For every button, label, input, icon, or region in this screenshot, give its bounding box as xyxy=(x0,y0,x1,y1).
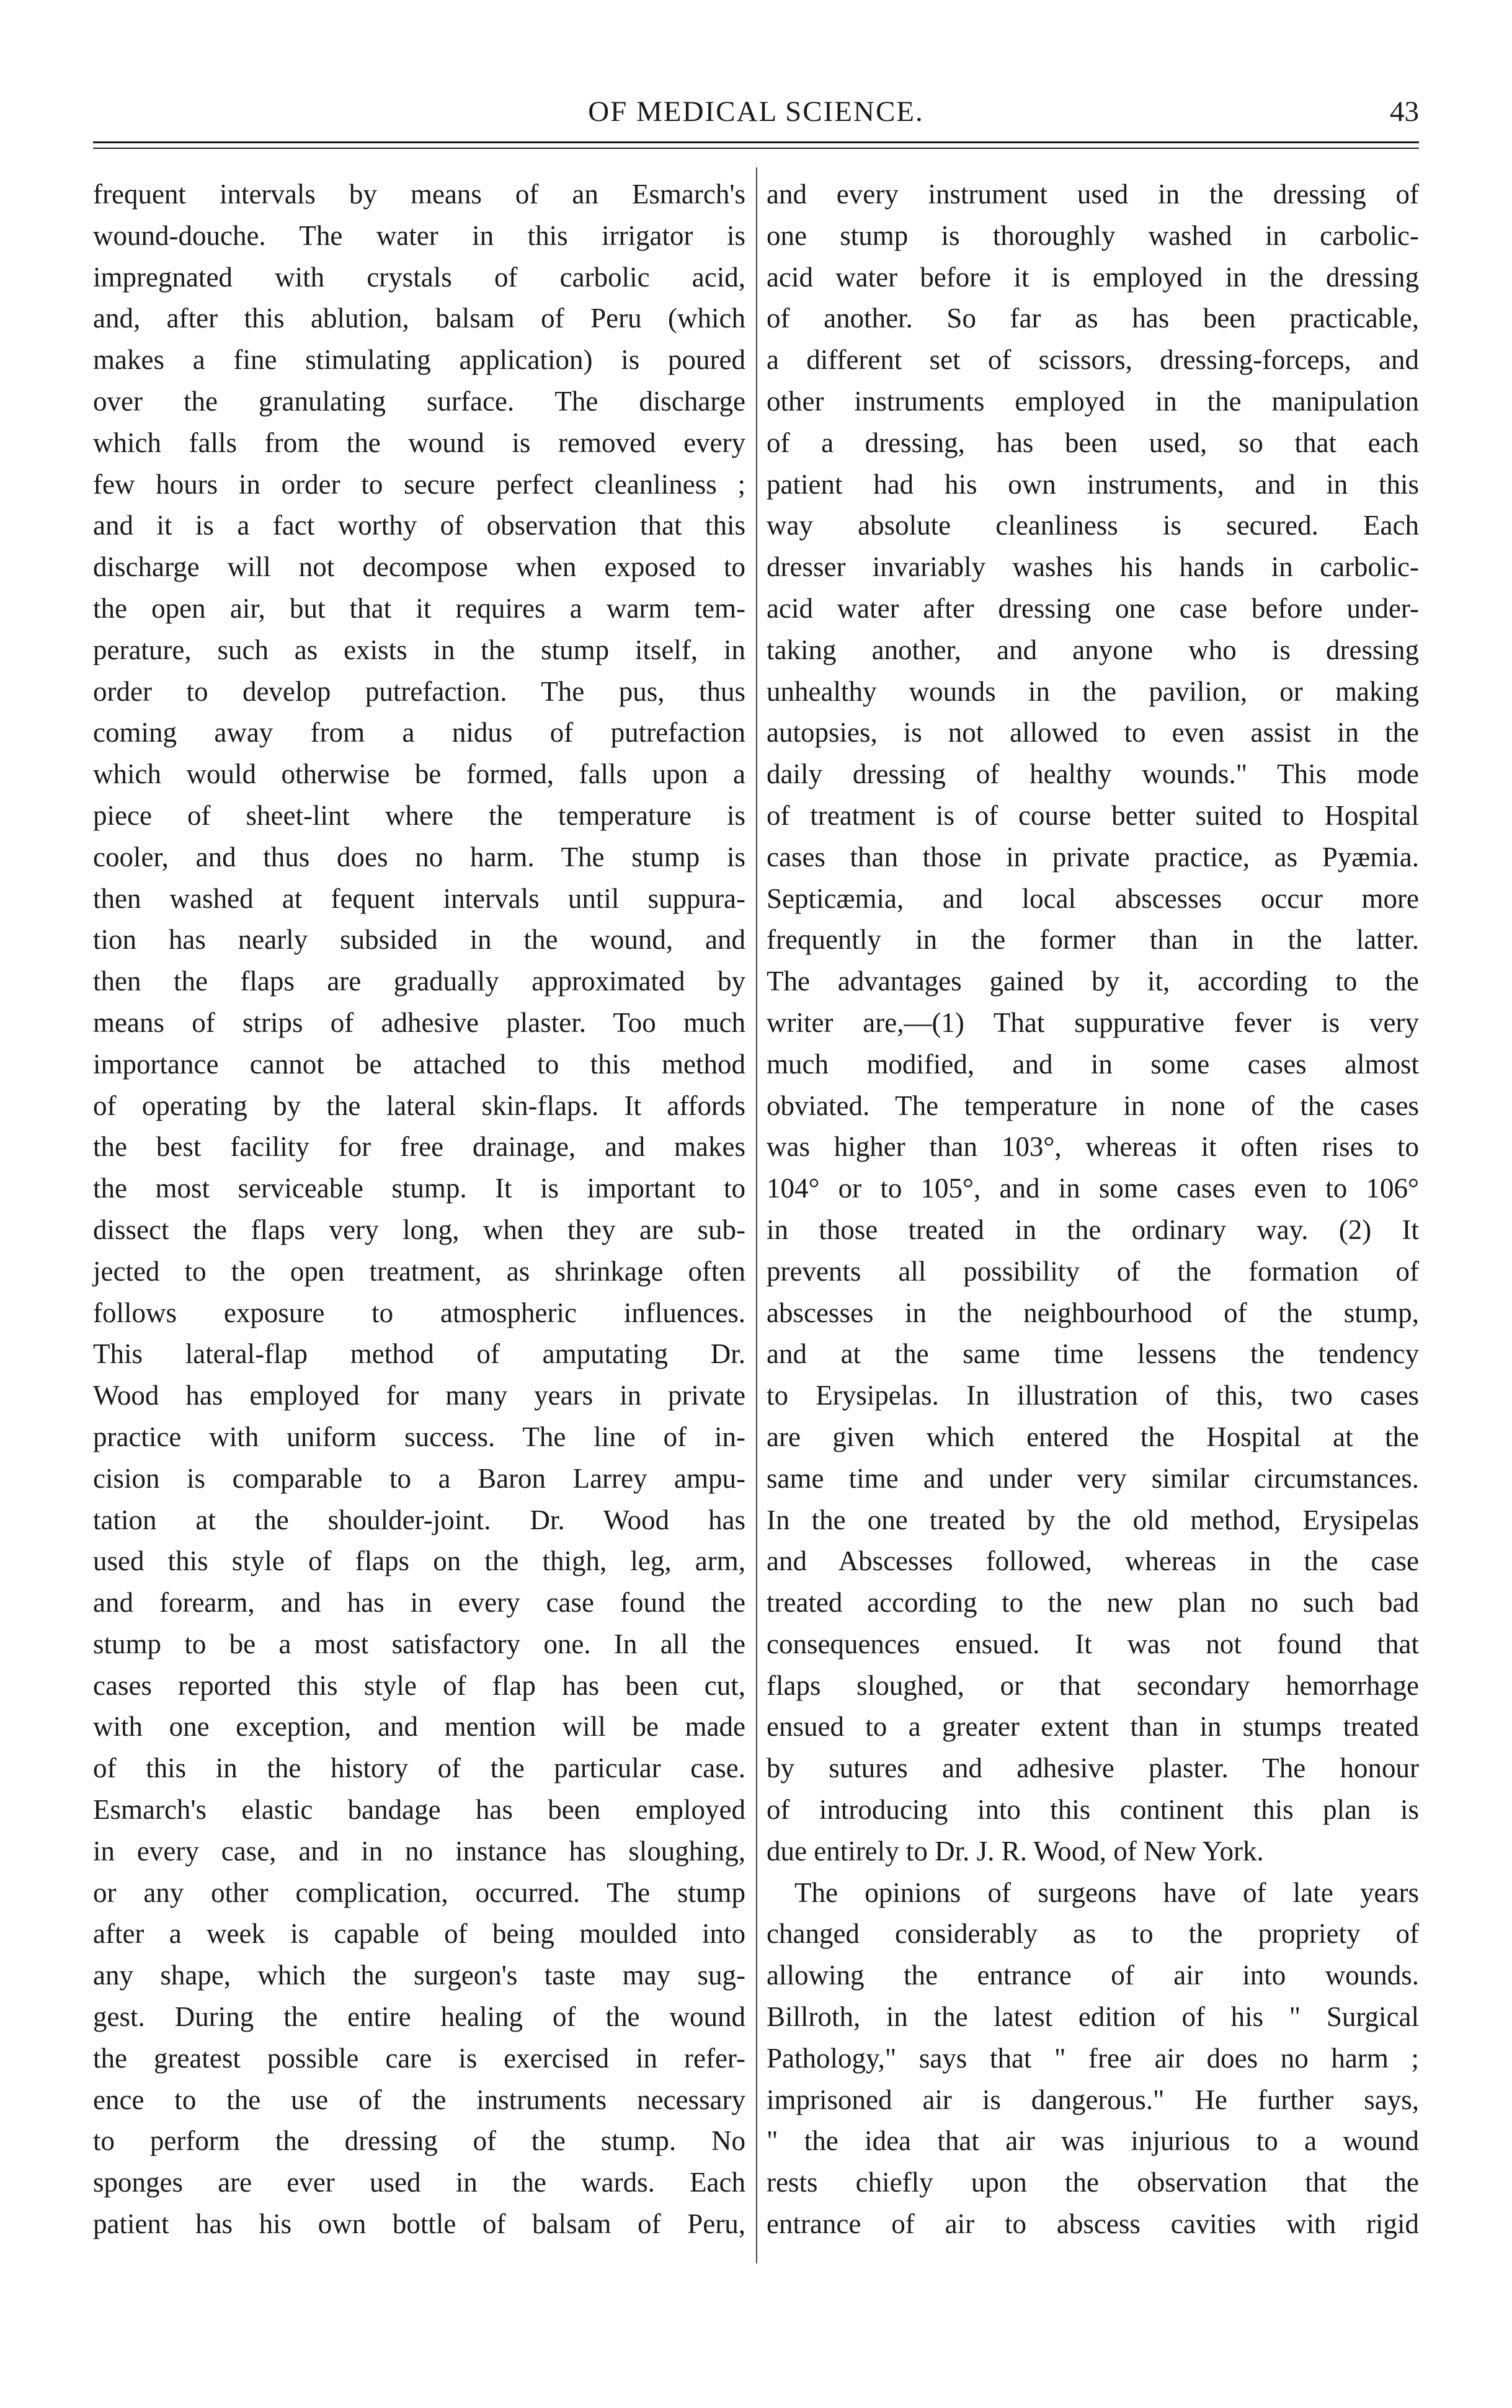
text-line: consequences ensued. It was not found that xyxy=(767,1628,1419,1659)
text-line: Esmarch's elastic bandage has been employed xyxy=(93,1794,745,1826)
text-line: over the granulating surface. The discharge xyxy=(93,385,745,417)
text-line: treated according to the new plan no such bad xyxy=(767,1587,1419,1619)
text-line: makes a fine stimulating application) is poured xyxy=(93,344,745,376)
text-line: due entirely to Dr. J. R. Wood, of New York. xyxy=(767,1835,1264,1867)
text-line: acid water after dressing one case before under- xyxy=(767,592,1419,624)
text-line: practice with uniform success. The line of in- xyxy=(93,1421,745,1452)
running-head xyxy=(93,87,1419,136)
text-line: 104° or to 105°, and in some cases even to 106° xyxy=(767,1173,1419,1204)
left-paragraph xyxy=(93,174,745,2245)
text-line: obviated. The temperature in none of the cases xyxy=(767,1090,1419,1121)
page-number: 43 xyxy=(1390,96,1419,128)
text-line: was higher than 103°, whereas it often rises to xyxy=(767,1131,1419,1163)
text-line: and every instrument used in the dressing of xyxy=(767,179,1419,210)
text-line: of another. So far as has been practicable, xyxy=(767,303,1419,334)
text-line: and forearm, and has in every case found the xyxy=(93,1587,745,1619)
text-line: in those treated in the ordinary way. (2) It xyxy=(767,1214,1419,1245)
text-line: perature, such as exists in the stump itself, in xyxy=(93,634,745,665)
text-line: acid water before it is employed in the dressing xyxy=(767,261,1419,293)
running-title: OF MEDICAL SCIENCE. xyxy=(588,96,924,128)
header-rule-thick xyxy=(93,141,1419,143)
text-line: coming away from a nidus of putrefaction xyxy=(93,717,745,749)
text-line: and at the same time lessens the tendency xyxy=(767,1338,1419,1370)
text-line: of treatment is of course better suited to Hospital xyxy=(767,799,1419,831)
text-line: gest. During the entire healing of the wound xyxy=(93,2001,745,2033)
text-line: dresser invariably washes his hands in carbolic- xyxy=(767,551,1419,583)
right-paragraph-1 xyxy=(767,174,1419,1872)
text-line: used this style of flaps on the thigh, leg, arm, xyxy=(93,1545,745,1577)
header-rule-thin xyxy=(93,148,1419,149)
text-line: tion has nearly subsided in the wound, and xyxy=(93,924,745,956)
text-line: The advantages gained by it, according to the xyxy=(767,966,1419,997)
text-line: in every case, and in no instance has sloughing, xyxy=(93,1835,745,1867)
text-line: entrance of air to abscess cavities with rigid xyxy=(767,2208,1419,2240)
text-line: cases reported this style of flap has been cut, xyxy=(93,1669,745,1701)
text-line: follows exposure to atmospheric influences. xyxy=(93,1297,745,1328)
text-line: This lateral-flap method of amputating Dr. xyxy=(93,1338,745,1370)
text-line: importance cannot be attached to this method xyxy=(93,1048,745,1080)
text-line: autopsies, is not allowed to even assist in the xyxy=(767,717,1419,749)
left-column xyxy=(93,174,745,2245)
text-line: which falls from the wound is removed every xyxy=(93,427,745,458)
column-divider xyxy=(756,167,757,2264)
text-line: tation at the shoulder-joint. Dr. Wood has xyxy=(93,1504,745,1535)
text-line: cision is comparable to a Baron Larrey ampu- xyxy=(93,1462,745,1494)
text-line: stump to be a most satisfactory one. In all the xyxy=(93,1628,745,1659)
text-line: much modified, and in some cases almost xyxy=(767,1048,1419,1080)
text-line: patient had his own instruments, and in this xyxy=(767,468,1419,500)
text-line: The opinions of surgeons have of late years xyxy=(794,1877,1419,1908)
text-line: prevents all possibility of the formation of xyxy=(767,1255,1419,1287)
text-line: few hours in order to secure perfect cleanliness ; xyxy=(93,468,745,500)
text-line: sponges are ever used in the wards. Each xyxy=(93,2167,745,2198)
text-line: Billroth, in the latest edition of his " Surgical xyxy=(767,2001,1419,2033)
text-line: cases than those in private practice, as Pyæmia. xyxy=(767,841,1419,873)
text-line: and, after this ablution, balsam of Peru (which xyxy=(93,303,745,334)
text-line: are given which entered the Hospital at the xyxy=(767,1421,1419,1452)
text-line: dissect the flaps very long, when they are sub- xyxy=(93,1214,745,1245)
text-line: way absolute cleanliness is secured. Each xyxy=(767,510,1419,541)
text-line: after a week is capable of being moulded into xyxy=(93,1918,745,1950)
text-line: writer are,—(1) That suppurative fever is very xyxy=(767,1006,1419,1038)
text-line: same time and under very similar circumstances. xyxy=(767,1462,1419,1494)
text-line: by sutures and adhesive plaster. The honour xyxy=(767,1753,1419,1784)
text-line: changed considerably as to the propriety of xyxy=(767,1918,1419,1950)
text-line: In the one treated by the old method, Erysipelas xyxy=(767,1504,1419,1535)
text-line: Pathology," says that " free air does no harm ; xyxy=(767,2042,1419,2074)
text-line: and it is a fact worthy of observation that this xyxy=(93,510,745,541)
text-line: any shape, which the surgeon's taste may sug- xyxy=(93,1960,745,1991)
text-line: rests chiefly upon the observation that the xyxy=(767,2167,1419,2198)
text-line: frequent intervals by means of an Esmarch's xyxy=(93,179,745,210)
text-line: means of strips of adhesive plaster. Too much xyxy=(93,1006,745,1038)
text-line: Septicæmia, and local abscesses occur more xyxy=(767,882,1419,914)
text-line: daily dressing of healthy wounds." This mode xyxy=(767,758,1419,790)
text-line: to perform the dressing of the stump. No xyxy=(93,2125,745,2157)
text-line: one stump is thoroughly washed in carbolic- xyxy=(767,220,1419,251)
text-line: then the flaps are gradually approximated by xyxy=(93,966,745,997)
right-paragraph-2 xyxy=(767,1872,1419,2245)
text-line: to Erysipelas. In illustration of this, two cases xyxy=(767,1380,1419,1411)
text-line: of a dressing, has been used, so that each xyxy=(767,427,1419,458)
text-line: discharge will not decompose when exposed to xyxy=(93,551,745,583)
text-line: then washed at fequent intervals until suppura- xyxy=(93,882,745,914)
text-line: Wood has employed for many years in private xyxy=(93,1380,745,1411)
text-line: the open air, but that it requires a warm tem- xyxy=(93,592,745,624)
text-line: piece of sheet-lint where the temperature is xyxy=(93,799,745,831)
text-line: cooler, and thus does no harm. The stump is xyxy=(93,841,745,873)
text-line: allowing the entrance of air into wounds. xyxy=(767,1960,1419,1991)
text-line: " the idea that air was injurious to a wound xyxy=(767,2125,1419,2157)
text-line: order to develop putrefaction. The pus, thus xyxy=(93,675,745,707)
text-line: a different set of scissors, dressing-forceps, and xyxy=(767,344,1419,376)
text-line: ensued to a greater extent than in stumps treated xyxy=(767,1711,1419,1743)
text-line: frequently in the former than in the latter. xyxy=(767,924,1419,956)
text-line: wound-douche. The water in this irrigator is xyxy=(93,220,745,251)
text-line: of operating by the lateral skin-flaps. It affords xyxy=(93,1090,745,1121)
text-line: other instruments employed in the manipulation xyxy=(767,385,1419,417)
text-line: of introducing into this continent this plan is xyxy=(767,1794,1419,1826)
text-line: imprisoned air is dangerous." He further says, xyxy=(767,2084,1419,2115)
text-line: taking another, and anyone who is dressing xyxy=(767,634,1419,665)
text-line: impregnated with crystals of carbolic acid, xyxy=(93,261,745,293)
text-line: patient has his own bottle of balsam of Peru, xyxy=(93,2208,745,2240)
right-column xyxy=(767,174,1419,2245)
text-line: which would otherwise be formed, falls upon a xyxy=(93,758,745,790)
text-line: unhealthy wounds in the pavilion, or making xyxy=(767,675,1419,707)
text-line: and Abscesses followed, whereas in the case xyxy=(767,1545,1419,1577)
text-line: abscesses in the neighbourhood of the stump, xyxy=(767,1297,1419,1328)
text-line: jected to the open treatment, as shrinkage often xyxy=(93,1255,745,1287)
text-line: ence to the use of the instruments necessary xyxy=(93,2084,745,2115)
text-line: with one exception, and mention will be made xyxy=(93,1711,745,1743)
text-line: or any other complication, occurred. The stump xyxy=(93,1877,745,1908)
text-line: of this in the history of the particular case. xyxy=(93,1753,745,1784)
text-line: the greatest possible care is exercised in refer- xyxy=(93,2042,745,2074)
text-line: the most serviceable stump. It is important to xyxy=(93,1173,745,1204)
text-line: the best facility for free drainage, and makes xyxy=(93,1131,745,1163)
text-line: flaps sloughed, or that secondary hemorrhage xyxy=(767,1669,1419,1701)
